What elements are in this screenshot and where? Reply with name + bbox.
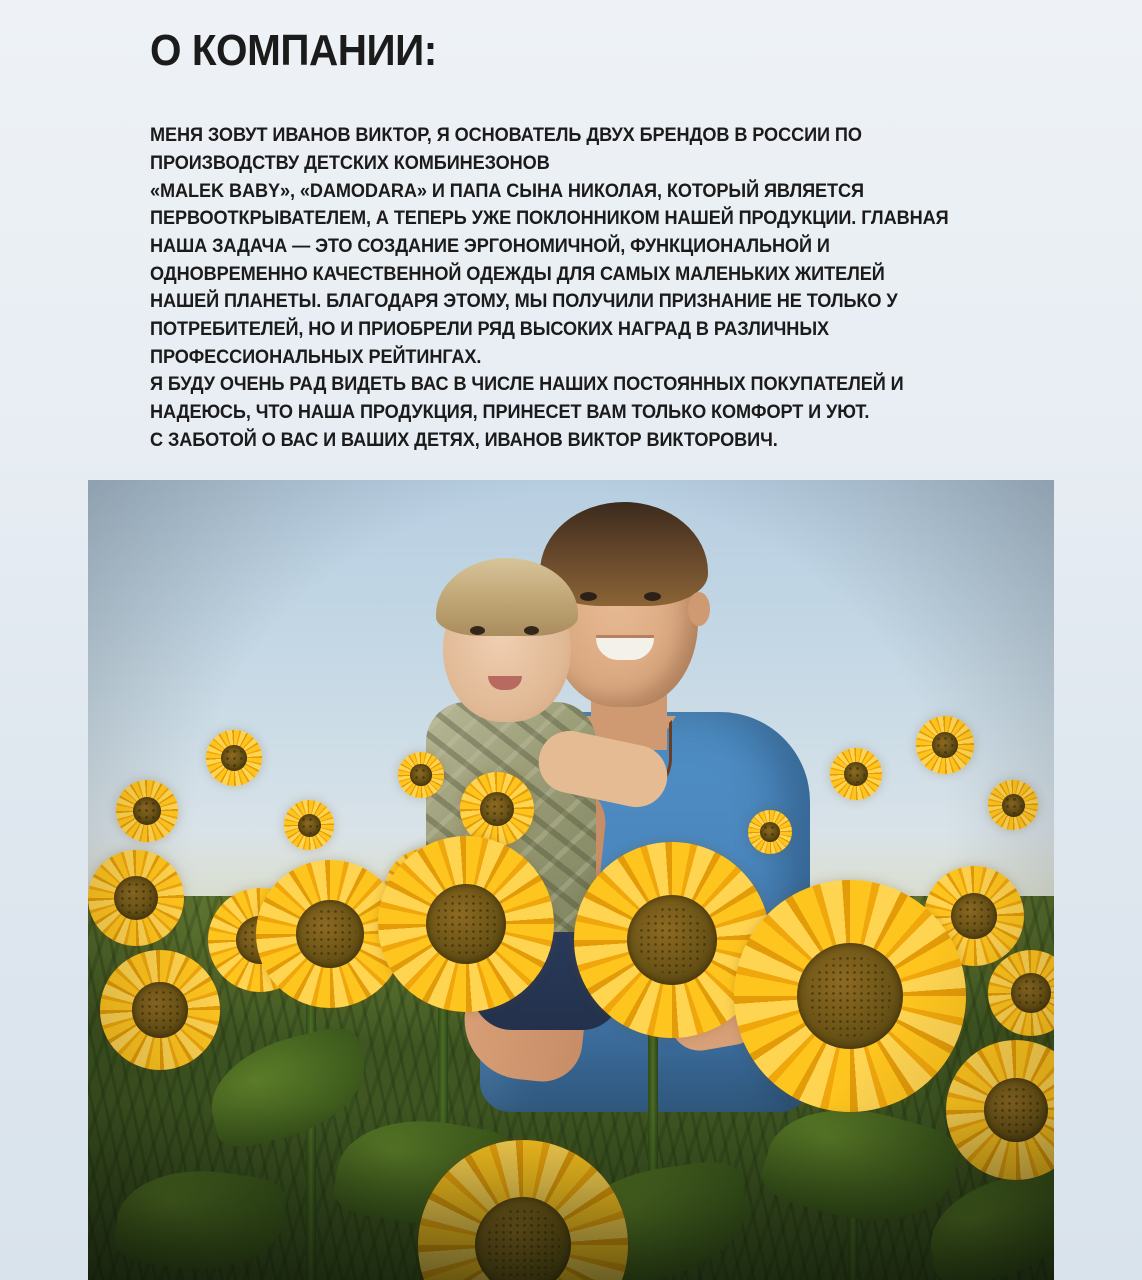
sunflower bbox=[460, 772, 534, 846]
child-eye-left bbox=[470, 626, 485, 635]
sunflower bbox=[916, 716, 974, 774]
page-title: О КОМПАНИИ: bbox=[150, 26, 437, 75]
sunflower bbox=[116, 780, 178, 842]
man-eye-right bbox=[644, 592, 661, 601]
paragraph-4: С ЗАБОТОЙ О ВАС И ВАШИХ ДЕТЯХ, ИВАНОВ ВИКТОР ВИКТОРОВИЧ. bbox=[150, 428, 778, 451]
sunflower bbox=[378, 836, 554, 1012]
sunflower bbox=[748, 810, 792, 854]
sunflower bbox=[398, 752, 444, 798]
sunflower bbox=[100, 950, 220, 1070]
sunflower bbox=[284, 800, 334, 850]
sunflower bbox=[830, 748, 882, 800]
sunflower bbox=[734, 880, 966, 1112]
about-company-text-block bbox=[150, 28, 1010, 454]
paragraph-2: «MALEK BABY», «DAMODARA» И ПАПА СЫНА НИКОЛАЯ, КОТОРЫЙ ЯВЛЯЕТСЯ ПЕРВООТКРЫВАТЕЛЕМ, А ТЕПЕРЬ УЖЕ ПОКЛОННИКОМ НАШЕЙ ПРОДУКЦИИ. ГЛАВНАЯ НАША ЗАДАЧА — ЭТО СОЗДАНИЕ ЭРГОНОМИЧНОЙ, ФУНКЦИОНАЛЬНОЙ И ОДНОВРЕМЕННО КАЧЕСТВЕННОЙ ОДЕЖДЫ ДЛЯ САМЫХ МАЛЕНЬКИХ ЖИТЕЛЕЙ НАШЕЙ ПЛАНЕТЫ. БЛАГОДАРЯ ЭТОМУ, МЫ ПОЛУЧИЛИ ПРИЗНАНИЕ НЕ ТОЛЬКО У ПОТРЕБИТЕЛЕЙ, НО И ПРИОБРЕЛИ РЯД ВЫСОКИХ НАГРАД В РАЗЛИЧНЫХ ПРОФЕССИОНАЛЬНЫХ РЕЙТИНГАХ. bbox=[150, 179, 949, 368]
man-eye-left bbox=[580, 592, 597, 601]
company-founder-photo bbox=[88, 480, 1054, 1280]
paragraph-1: МЕНЯ ЗОВУТ ИВАНОВ ВИКТОР, Я ОСНОВАТЕЛЬ ДВУХ БРЕНДОВ В РОССИИ ПО ПРОИЗВОДСТВУ ДЕТСКИХ КОМБИНЕЗОНОВ bbox=[150, 124, 862, 174]
sunflower bbox=[206, 730, 262, 786]
about-company-body bbox=[150, 122, 950, 454]
sunflower bbox=[988, 780, 1038, 830]
man-ear-right bbox=[688, 592, 710, 626]
sunflower bbox=[88, 850, 184, 946]
paragraph-3: Я БУДУ ОЧЕНЬ РАД ВИДЕТЬ ВАС В ЧИСЛЕ НАШИХ ПОСТОЯННЫХ ПОКУПАТЕЛЕЙ И НАДЕЮСЬ, ЧТО НАША ПРОДУКЦИЯ, ПРИНЕСЕТ ВАМ ТОЛЬКО КОМФОРТ И УЮТ. bbox=[150, 373, 904, 424]
child-eye-right bbox=[524, 626, 539, 635]
